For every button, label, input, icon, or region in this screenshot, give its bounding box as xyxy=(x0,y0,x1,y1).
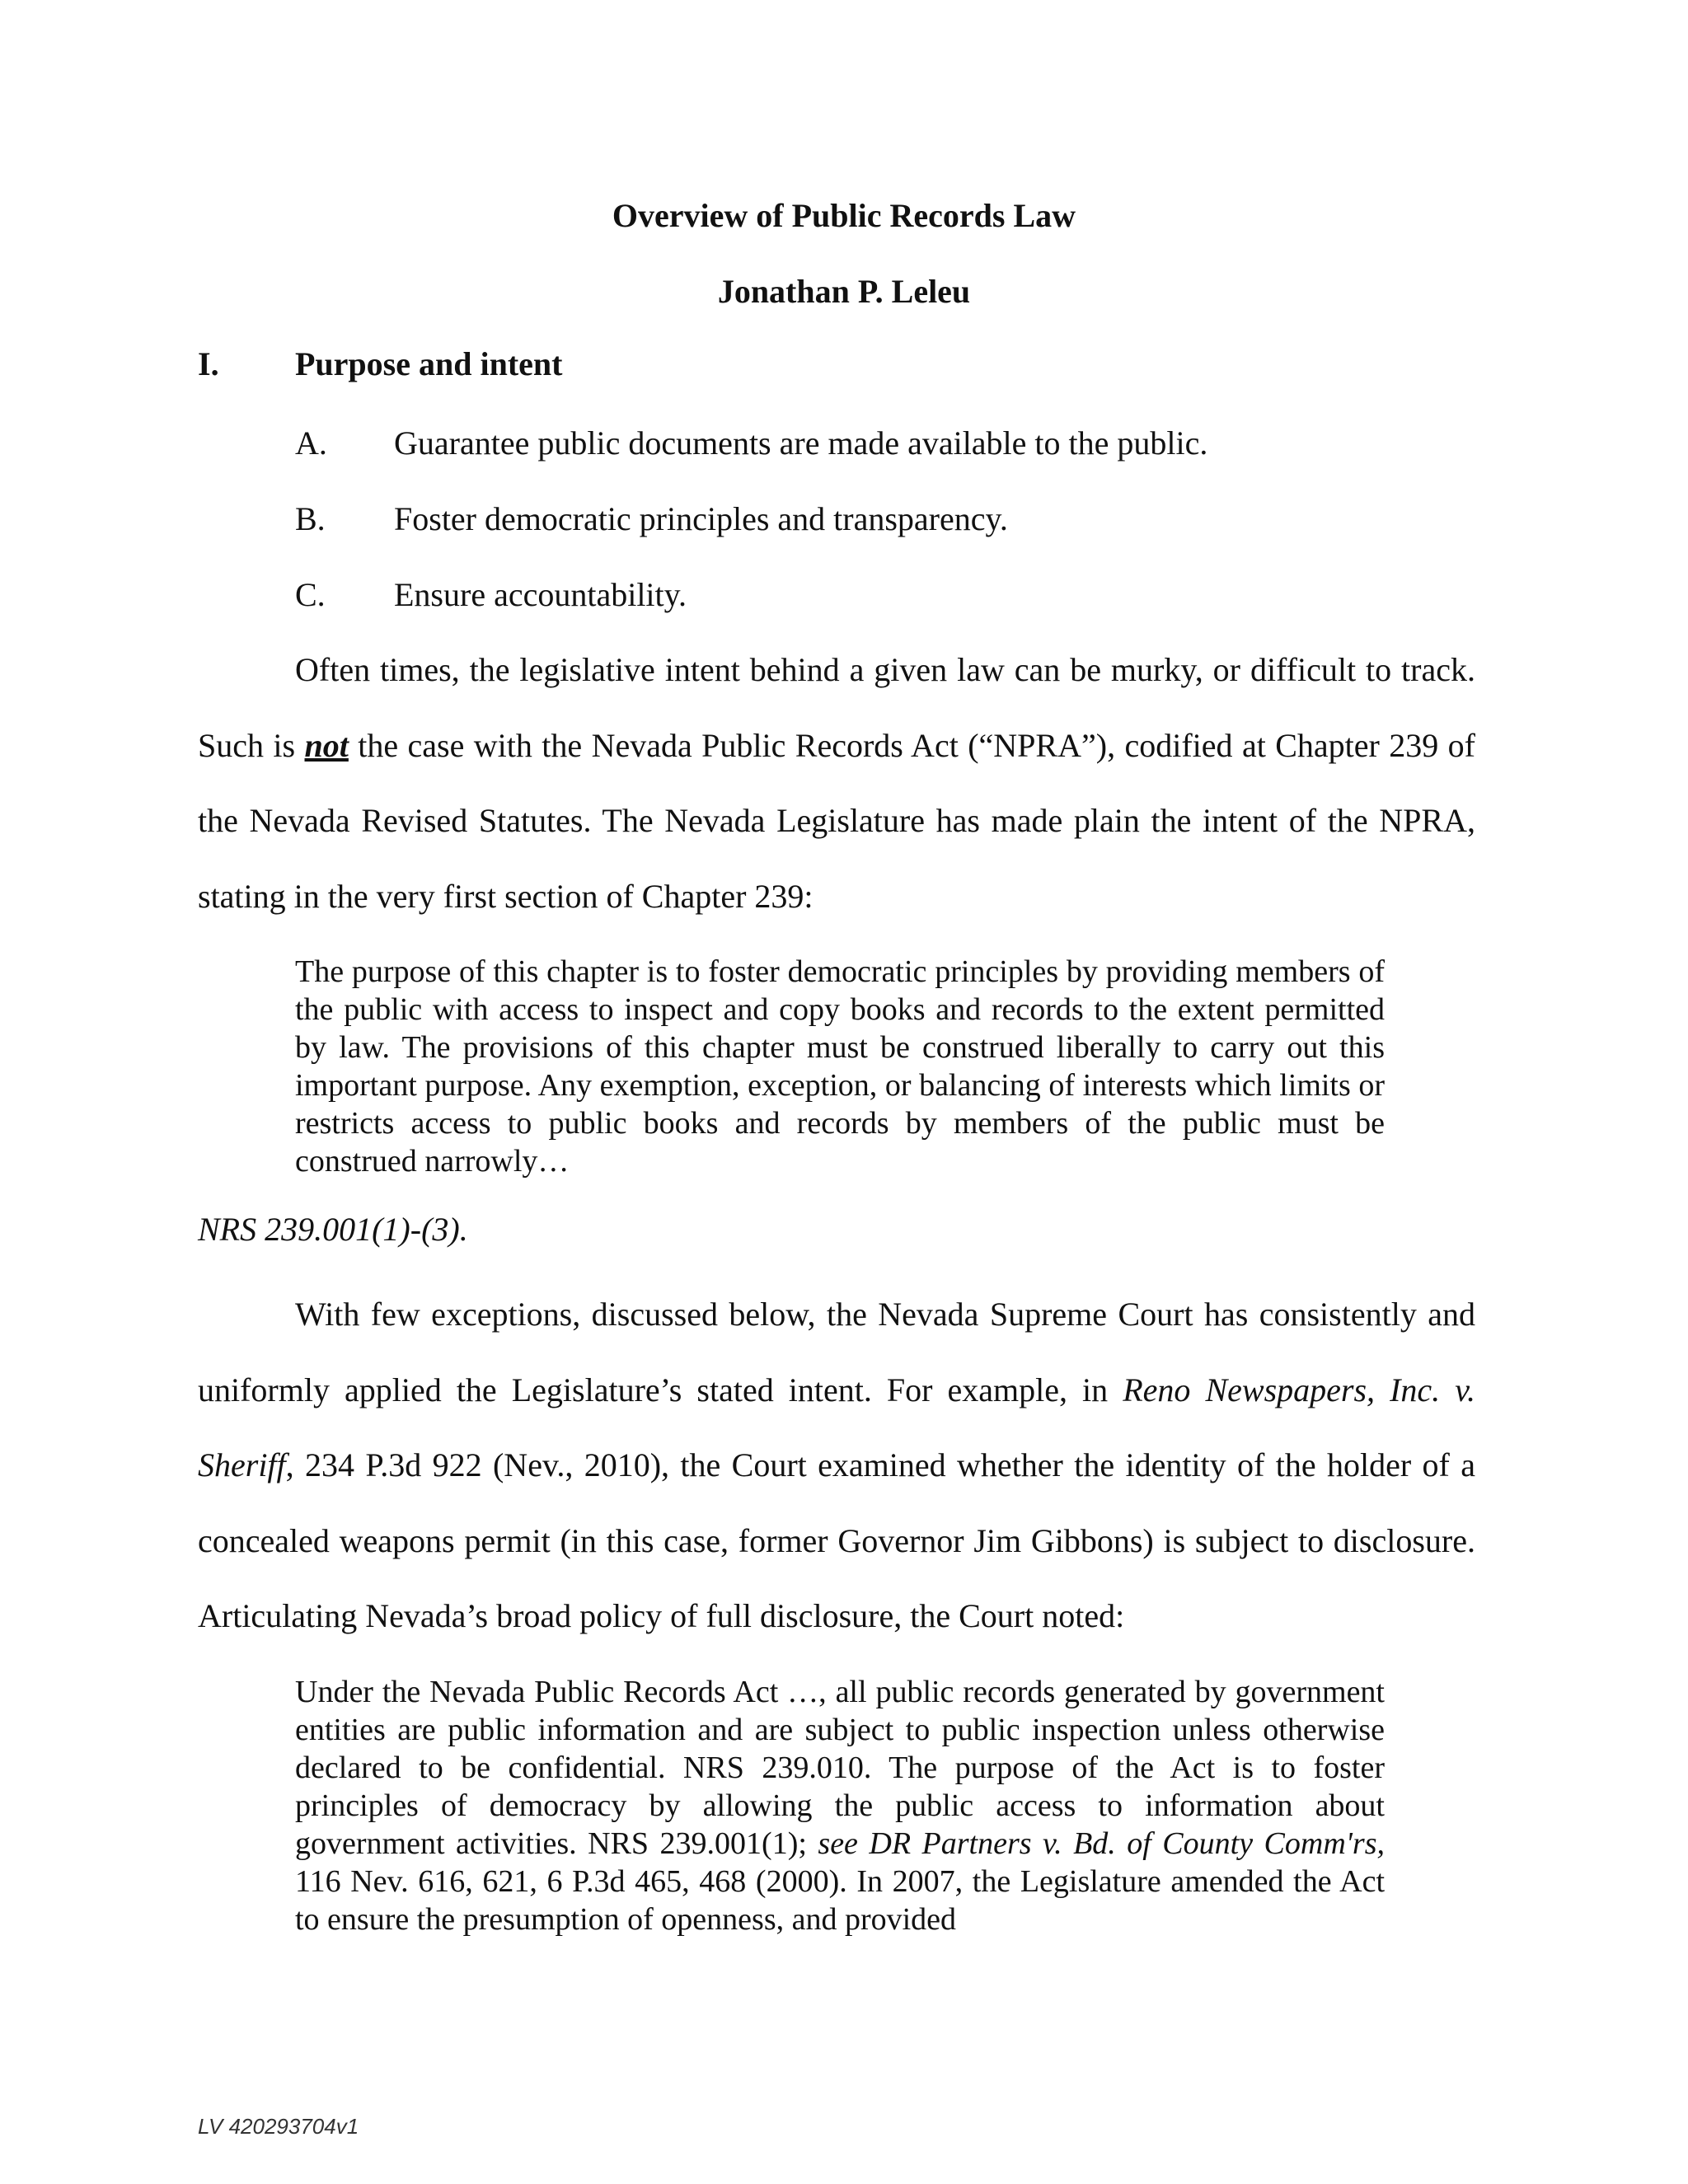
author-name: Jonathan P. Leleu xyxy=(717,273,971,310)
list-item-letter: A. xyxy=(295,424,327,462)
case-text-end: , 234 P.3d 922 (Nev., 2010), the Court examined whether the identity of the holder of a concealed weapons permit (in this case, former Governor Jim Gibbons) is subject to disclosure. Articulating Nevada’s broad policy of full disclosure, the Court noted: xyxy=(198,1446,1475,1634)
list-item-letter: B. xyxy=(295,500,326,537)
intro-text-start: Often times, the legislative intent behind a given law can be murky, or difficult to track. Such is xyxy=(198,651,1475,764)
court-quote xyxy=(295,1673,1385,1938)
intro-paragraph xyxy=(198,632,1475,934)
emphasis-not: not xyxy=(304,726,349,764)
case-name: Reno Newspapers, Inc. v. Sheriff xyxy=(198,1371,1475,1483)
case-paragraph xyxy=(198,1277,1475,1654)
court-quote-start: Under the Nevada Public Records Act …, all public records generated by government entities are public information and are subject to public inspection unless otherwise declared to be confidential. NRS 239.010. The purpose of the Act is to foster principles of democracy by allowing the public access to information about government activities. NRS 239.001(1); xyxy=(295,1675,1385,1861)
list-item-text: Foster democratic principles and transparency. xyxy=(394,500,1008,537)
document-id: LV 420293704v1 xyxy=(198,2114,359,2139)
section-number: I. xyxy=(198,345,219,382)
document-title: Overview of Public Records Law xyxy=(612,197,1076,234)
intro-text-end: the case with the Nevada Public Records Act (“NPRA”), codified at Chapter 239 of the Nevada Revised Statutes. The Nevada Legislature has made plain the intent of the NPRA, stating in the very first section of Chapter 239: xyxy=(198,726,1475,915)
case-text-start: With few exceptions, discussed below, the Nevada Supreme Court has consistently and uniformly applied the Legislature’s stated intent. For example, in xyxy=(198,1296,1475,1408)
statute-citation: NRS 239.001(1)-(3). xyxy=(198,1211,468,1248)
statute-quote: The purpose of this chapter is to foster democratic principles by providing members of the public with access to inspect and copy books and records to the extent permitted by law. The provisions of this chapter must be construed liberally to carry out this important purpose. Any exemption, exception, or balancing of interests which limits or restricts access to public books and records by members of the public must be construed narrowly… xyxy=(295,954,1385,1179)
court-quote-citation: see DR Partners v. Bd. of County Comm'rs, xyxy=(818,1826,1385,1861)
list-item-text: Guarantee public documents are made available to the public. xyxy=(394,424,1208,462)
list-item-letter: C. xyxy=(295,576,326,613)
list-item-text: Ensure accountability. xyxy=(394,576,687,613)
court-quote-end: 116 Nev. 616, 621, 6 P.3d 465, 468 (2000). In 2007, the Legislature amended the Act to ensure the presumption of openness, and provided xyxy=(295,1864,1385,1937)
section-heading: Purpose and intent xyxy=(295,345,563,382)
